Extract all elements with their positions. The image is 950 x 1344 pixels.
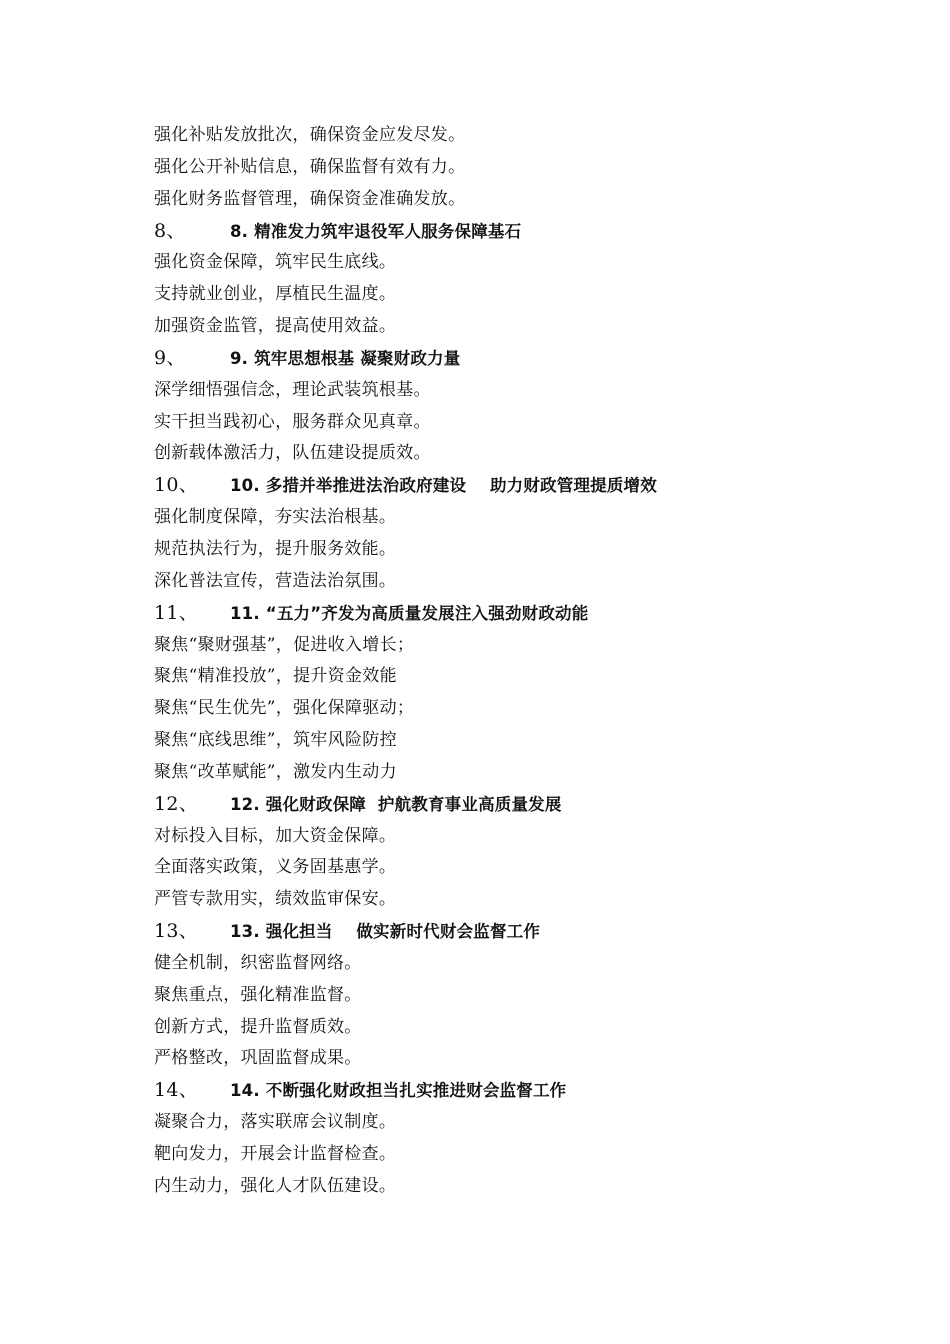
body-line: 靶向发力，开展会计监督检查。: [154, 1144, 397, 1164]
body-line: 强化资金保障，筑牢民生底线。: [154, 252, 397, 273]
body-line: 实干担当践初心，服务群众见真章。: [154, 411, 431, 432]
body-line: 内生动力，强化人才队伍建设。: [154, 1175, 397, 1196]
body-line: 全面落实政策，义务固基惠学。: [154, 857, 397, 878]
section-9: [154, 343, 874, 470]
body-line: 聚焦重点，强化精准监督。: [154, 984, 362, 1005]
body-line: 加强资金监管，提高使用效益。: [154, 316, 397, 337]
section-12: [154, 789, 874, 916]
section-number: 10、: [154, 474, 199, 497]
body-line: 深学细悟强信念，理论武装筑根基。: [154, 379, 431, 400]
section-title: 12. 强化财政保障 护航教育事业高质量发展: [230, 794, 562, 814]
body-line: 创新载体激活力，队伍建设提质效。: [154, 443, 431, 464]
section-heading: [154, 343, 874, 375]
body-line: 严管专款用实，绩效监审保安。: [154, 889, 397, 910]
section-heading: [154, 1075, 874, 1107]
body-line: 强化制度保障，夯实法治根基。: [154, 507, 397, 528]
body-line: 聚焦“底线思维”，筑牢风险防控: [154, 730, 397, 751]
body-line: 对标投入目标，加大资金保障。: [154, 825, 397, 846]
section-10: [154, 470, 874, 597]
document-page: [154, 120, 874, 1203]
body-line: 聚焦“精准投放”，提升资金效能: [154, 666, 397, 687]
section-number: 12、: [154, 792, 199, 815]
section-title: 9. 筑牢思想根基 凝聚财政力量: [230, 348, 461, 368]
body-line: 聚焦“聚财强基”，促进收入增长；: [154, 634, 415, 655]
body-line: 聚焦“民生优先”，强化保障驱动；: [154, 698, 415, 719]
section-13: [154, 916, 874, 1075]
section-14: [154, 1075, 874, 1202]
body-line: 健全机制，织密监督网络。: [154, 952, 362, 973]
section-title: 11. “五力”齐发为高质量发展注入强劲财政动能: [230, 603, 589, 623]
body-line: 规范执法行为，提升服务效能。: [154, 538, 397, 559]
section-title: 14. 不断强化财政担当扎实推进财会监督工作: [230, 1081, 567, 1101]
section-11: [154, 598, 874, 789]
section-heading: [154, 470, 874, 502]
section-number: 11、: [154, 601, 199, 624]
section-number: 14、: [154, 1079, 199, 1102]
section-number: 9、: [154, 346, 186, 369]
section-heading: [154, 216, 874, 248]
section-heading: [154, 789, 874, 821]
intro-block: [154, 120, 874, 216]
section-title: 13. 强化担当 做实新时代财会监督工作: [230, 922, 541, 942]
body-line: 凝聚合力，落实联席会议制度。: [154, 1112, 397, 1133]
body-line: 深化普法宣传，营造法治氛围。: [154, 570, 397, 591]
section-title: 10. 多措并举推进法治政府建设 助力财政管理提质增效: [230, 476, 657, 496]
body-line: 严格整改，巩固监督成果。: [154, 1048, 362, 1069]
body-line: 聚焦“改革赋能”，激发内生动力: [154, 761, 397, 782]
section-8: [154, 216, 874, 343]
body-line: 强化补贴发放批次，确保资金应发尽发。: [154, 125, 466, 145]
section-heading: [154, 598, 874, 630]
section-number: 8、: [154, 219, 186, 242]
body-line: 创新方式，提升监督质效。: [154, 1016, 362, 1037]
section-number: 13、: [154, 920, 199, 943]
body-line: 强化公开补贴信息，确保监督有效有力。: [154, 156, 466, 177]
body-line: 强化财务监督管理，确保资金准确发放。: [154, 188, 466, 209]
section-title: 8. 精准发力筑牢退役军人服务保障基石: [230, 221, 522, 241]
body-line: 支持就业创业，厚植民生温度。: [154, 284, 397, 305]
section-heading: [154, 916, 874, 948]
